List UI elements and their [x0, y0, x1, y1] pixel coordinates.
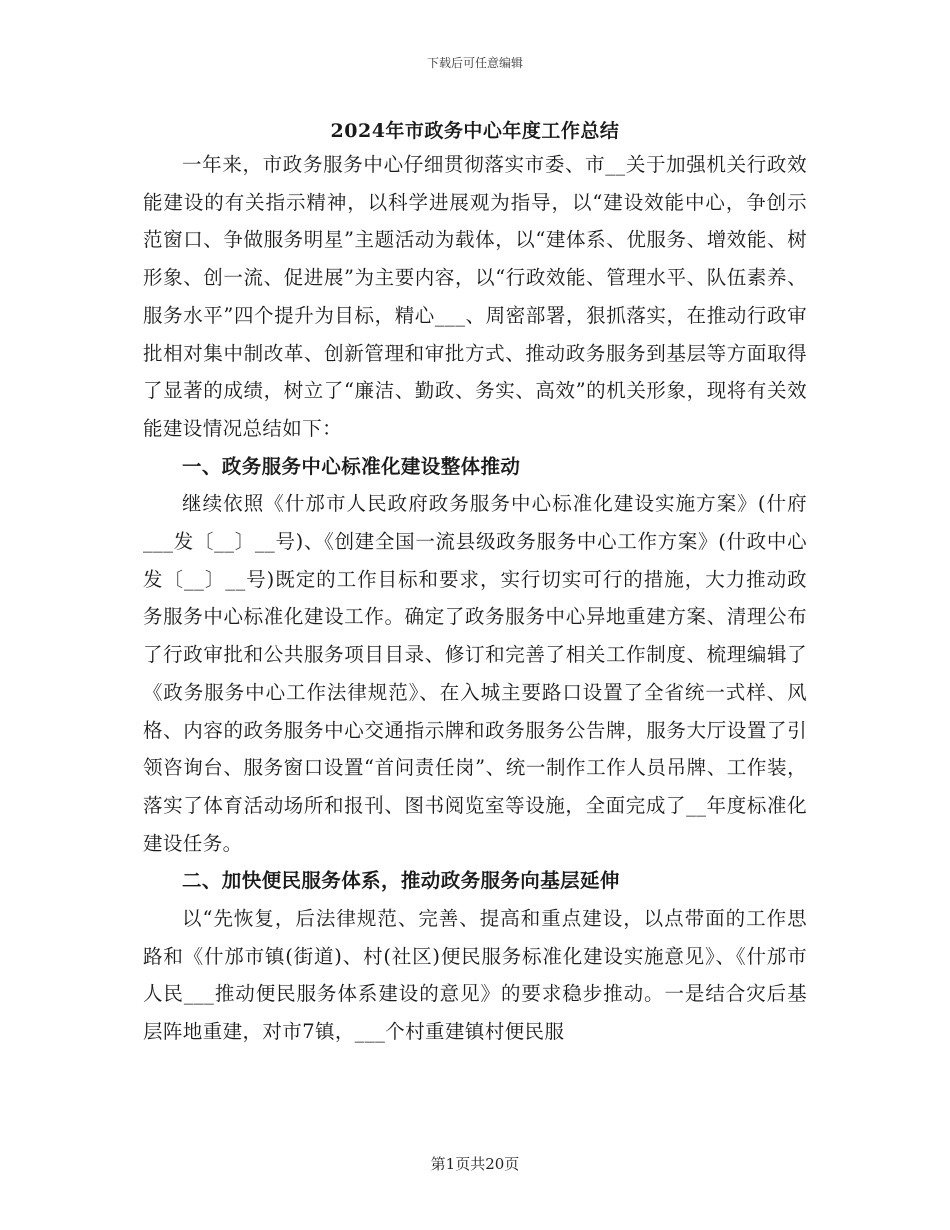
section-1-heading: 一、政务服务中心标准化建设整体推动 — [182, 454, 521, 478]
section-2-paragraph: 以“先恢复，后法律规范、完善、提高和重点建设，以点带面的工作思路和《什邡市镇(街道)、村(社区)便民服务标准化建设实施意见》、《什邡市人民___推动便民服务体系建设的意见》的要求稳步推动。一是结合灾后基层阵地重建，对市7镇，___个村重建镇村便民服 — [143, 907, 807, 1044]
document-body — [143, 146, 807, 1051]
page-header-note: 下载后可任意编辑 — [426, 56, 523, 70]
intro-paragraph: 一年来，市政务服务中心仔细贯彻落实市委、市__关于加强机关行政效能建设的有关指示精神，以科学进展观为指导，以“建设效能中心，争创示范窗口、争做服务明星”主题活动为载体，以“建体系、优服务、增效能、树形象、创一流、促进展”为主要内容，以“行政效能、管理水平、队伍素养、服务水平”四个提升为目标，精心___、周密部署，狠抓落实，在推动行政审批相对集中制改革、创新管理和审批方式、推动政务服务到基层等方面取得了显著的成绩，树立了“廉洁、勤政、务实、高效”的机关形象，现将有关效能建设情况总结如下： — [143, 153, 807, 440]
section-2-heading: 二、加快便民服务体系，推动政务服务向基层延伸 — [182, 869, 620, 893]
document-title: 2024年市政务中心年度工作总结 — [330, 120, 620, 142]
section-1-paragraph: 继续依照《什邡市人民政府政务服务中心标准化建设实施方案》(什府___发〔__〕__号)、《创建全国一流县级政务服务中心工作方案》(什政中心发〔__〕__号)既定的工作目标和要求，实行切实可行的措施，大力推动政务服务中心标准化建设工作。确定了政务服务中心异地重建方案、清理公布了行政审批和公共服务项目目录、修订和完善了相关工作制度、梳理编辑了《政务服务中心工作法律规范》、在入城主要路口设置了全省统一式样、风格、内容的政务服务中心交通指示牌和政务服务公告牌，服务大厅设置了引领咨询台、服务窗口设置“首问责任岗”、统一制作工作人员吊牌、工作装，落实了体育活动场所和报刊、图书阅览室等设施，全面完成了__年度标准化建设任务。 — [143, 492, 807, 855]
page-number: 第1页共20页 — [430, 1155, 520, 1173]
